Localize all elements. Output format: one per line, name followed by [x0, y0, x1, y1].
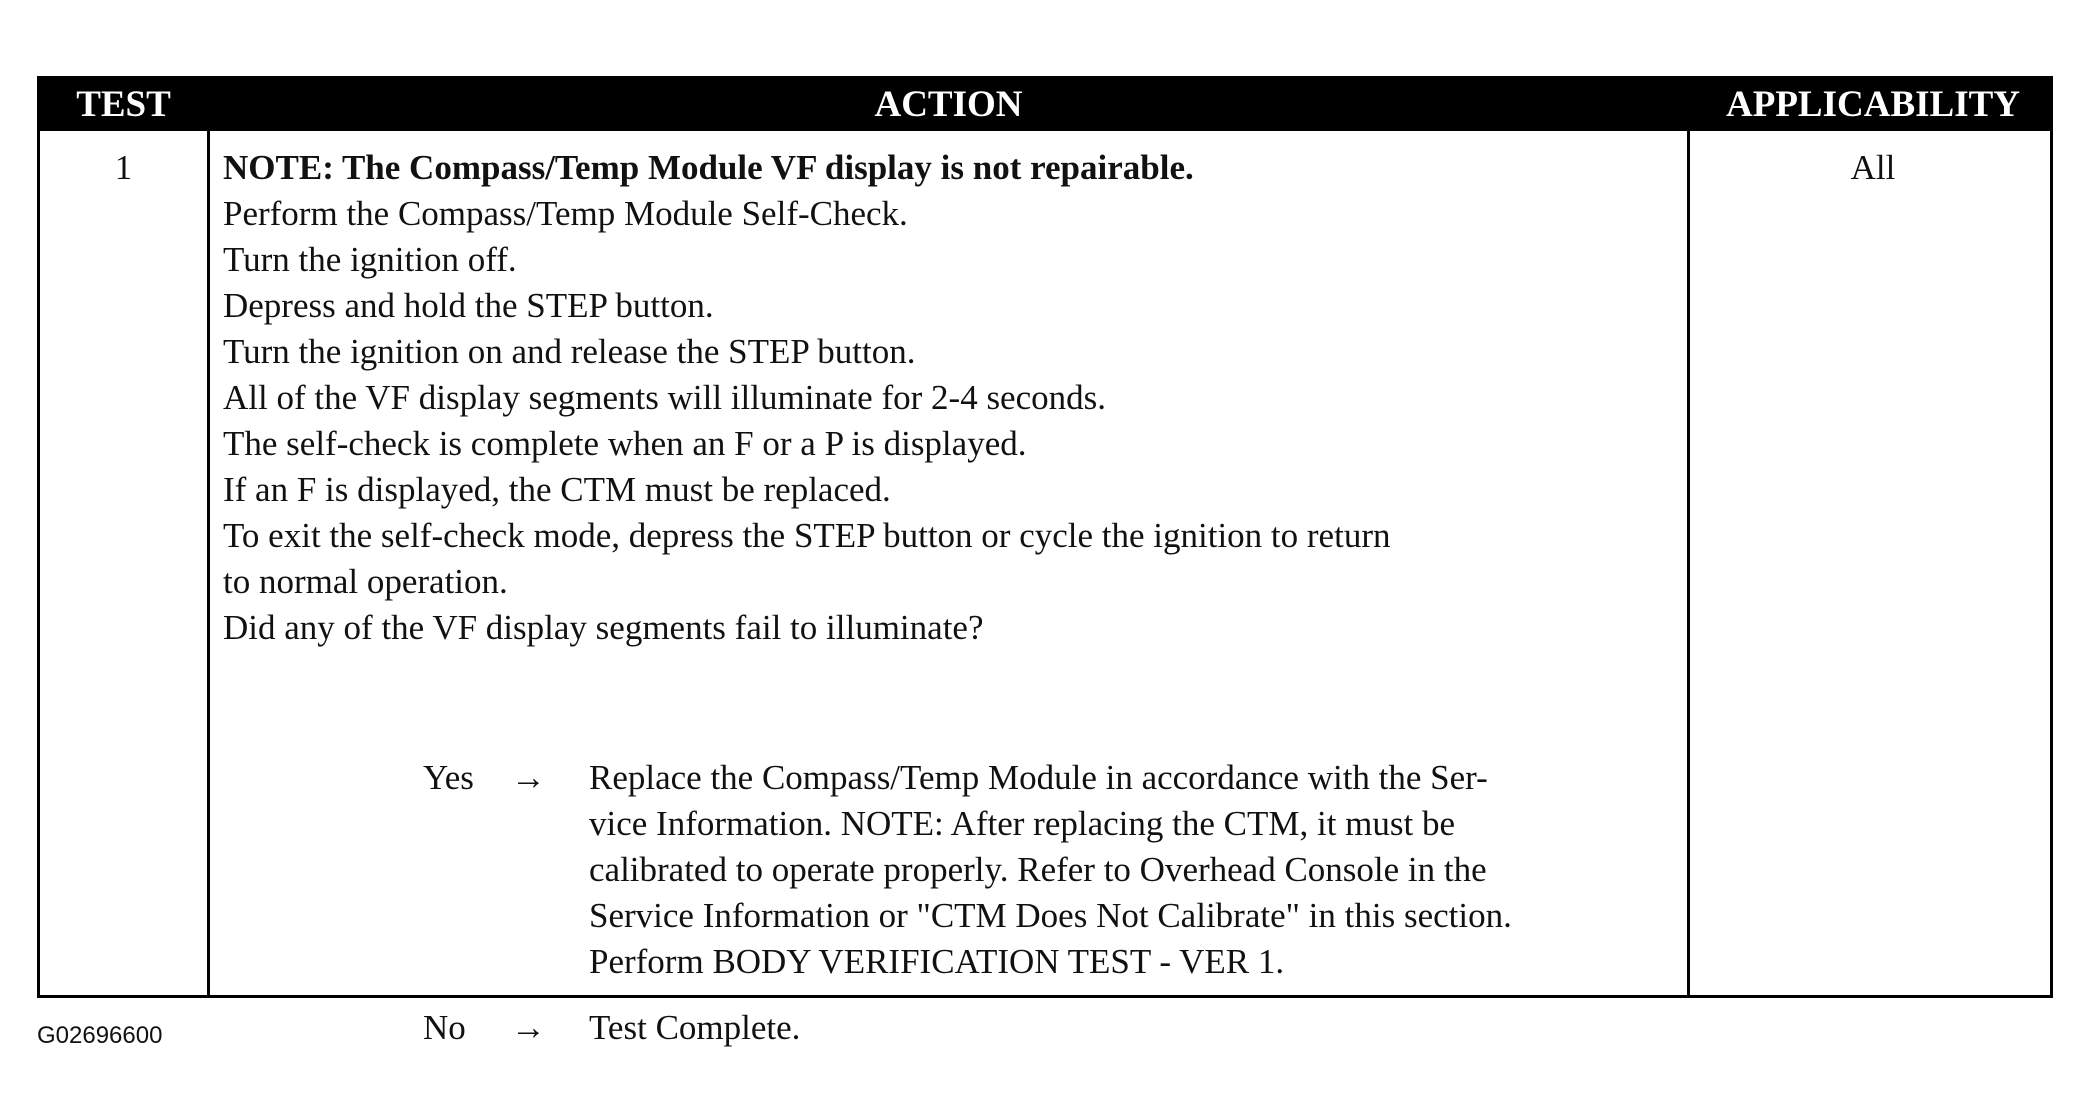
- action-step: Perform the Compass/Temp Module Self-Check.: [223, 194, 908, 233]
- header-test: TEST: [76, 84, 171, 125]
- action-step: To exit the self-check mode, depress the STEP button or cycle the ignition to return: [223, 516, 1391, 555]
- action-step: Turn the ignition off.: [223, 240, 517, 279]
- figure-id: G02696600: [37, 1022, 163, 1049]
- test-number: 1: [114, 148, 133, 187]
- result-yes-line: calibrated to operate properly. Refer to Overhead Console in the: [589, 850, 1487, 889]
- result-no-line: Test Complete.: [589, 1008, 801, 1047]
- action-step: Turn the ignition on and release the STEP button.: [223, 332, 916, 371]
- result-yes-text: [589, 755, 1681, 985]
- action-cell: [223, 145, 1681, 1047]
- action-step: Depress and hold the STEP button.: [223, 286, 714, 325]
- action-step: If an F is displayed, the CTM must be replaced.: [223, 470, 891, 509]
- header-applicability: APPLICABILITY: [1726, 84, 2020, 125]
- applicability-value: All: [1850, 148, 1896, 187]
- result-no-label: No: [423, 1008, 466, 1047]
- result-yes-line: Replace the Compass/Temp Module in accordance with the Ser-: [589, 758, 1488, 797]
- action-step: to normal operation.: [223, 562, 508, 601]
- result-yes-line: Perform BODY VERIFICATION TEST - VER 1.: [589, 942, 1285, 981]
- result-yes-label: Yes: [423, 758, 474, 797]
- column-divider-test-action: [207, 131, 210, 995]
- table-header-row: [40, 79, 2050, 131]
- result-yes-line: Service Information or "CTM Does Not Calibrate" in this section.: [589, 896, 1512, 935]
- action-step: The self-check is complete when an F or a P is displayed.: [223, 424, 1027, 463]
- right-arrow-icon: →: [511, 758, 546, 797]
- column-divider-action-applicability: [1687, 131, 1690, 995]
- result-yes-line: vice Information. NOTE: After replacing the CTM, it must be: [589, 804, 1456, 843]
- action-question: Did any of the VF display segments fail to illuminate?: [223, 608, 984, 647]
- action-step: All of the VF display segments will illuminate for 2-4 seconds.: [223, 378, 1106, 417]
- header-action: ACTION: [874, 84, 1023, 125]
- right-arrow-icon: →: [511, 1008, 546, 1047]
- action-note: NOTE: The Compass/Temp Module VF display is not repairable.: [223, 148, 1194, 187]
- result-no-text: [589, 1005, 1681, 1051]
